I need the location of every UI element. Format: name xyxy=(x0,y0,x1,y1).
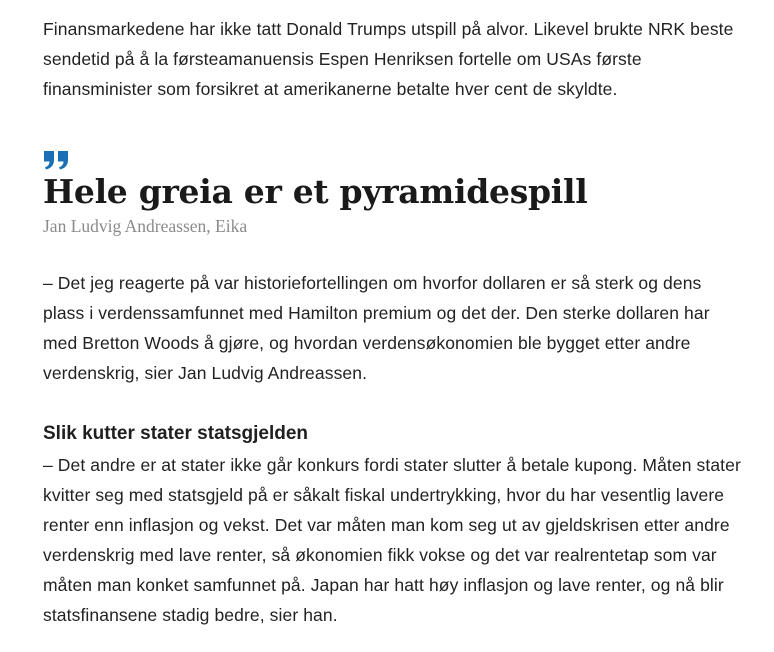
intro-paragraph: Finansmarkedene har ikke tatt Donald Trumps utspill på alvor. Likevel brukte NRK beste sendetid på å la førsteamanuensis Espen Henriksen fortelle om USAs første finansminister som forsikret at amerikanerne betalte hver cent de skyldte. xyxy=(43,19,734,99)
body-paragraph: – Det andre er at stater ikke går konkurs fordi stater slutter å betale kupong. Måten stater kvitter seg med statsgjeld på er såkalt fiskal undertrykking, hvor du har vesentlig lavere renter enn inflasjon og vekst. Det var måten man kom seg ut av gjeldskrisen etter andre verdenskrig med lave renter, så økonomien fikk vokse og det var realrentetap som var måten man konket samfunnet på. Japan har hatt høy inflasjon og lave renter, og nå blir statsfinansene stadig bedre, sier han. xyxy=(43,455,741,625)
article-body xyxy=(43,14,743,630)
section-subheading: Slik kutter stater statsgjelden xyxy=(43,423,309,444)
quote-icon xyxy=(43,150,71,170)
pull-quote-text: Hele greia er et pyramidespill xyxy=(43,172,588,211)
pull-quote xyxy=(43,150,743,237)
pull-quote-source: Jan Ludvig Andreassen, Eika xyxy=(43,216,248,236)
body-paragraph: – Det jeg reagerte på var historiefortellingen om hvorfor dollaren er så sterk og dens plass i verdenssamfunnet med Hamilton premium og det der. Den sterke dollaren har med Bretton Woods å gjøre, og hvordan verdensøkonomien ble bygget etter andre verdenskrig, sier Jan Ludvig Andreassen. xyxy=(43,273,710,383)
